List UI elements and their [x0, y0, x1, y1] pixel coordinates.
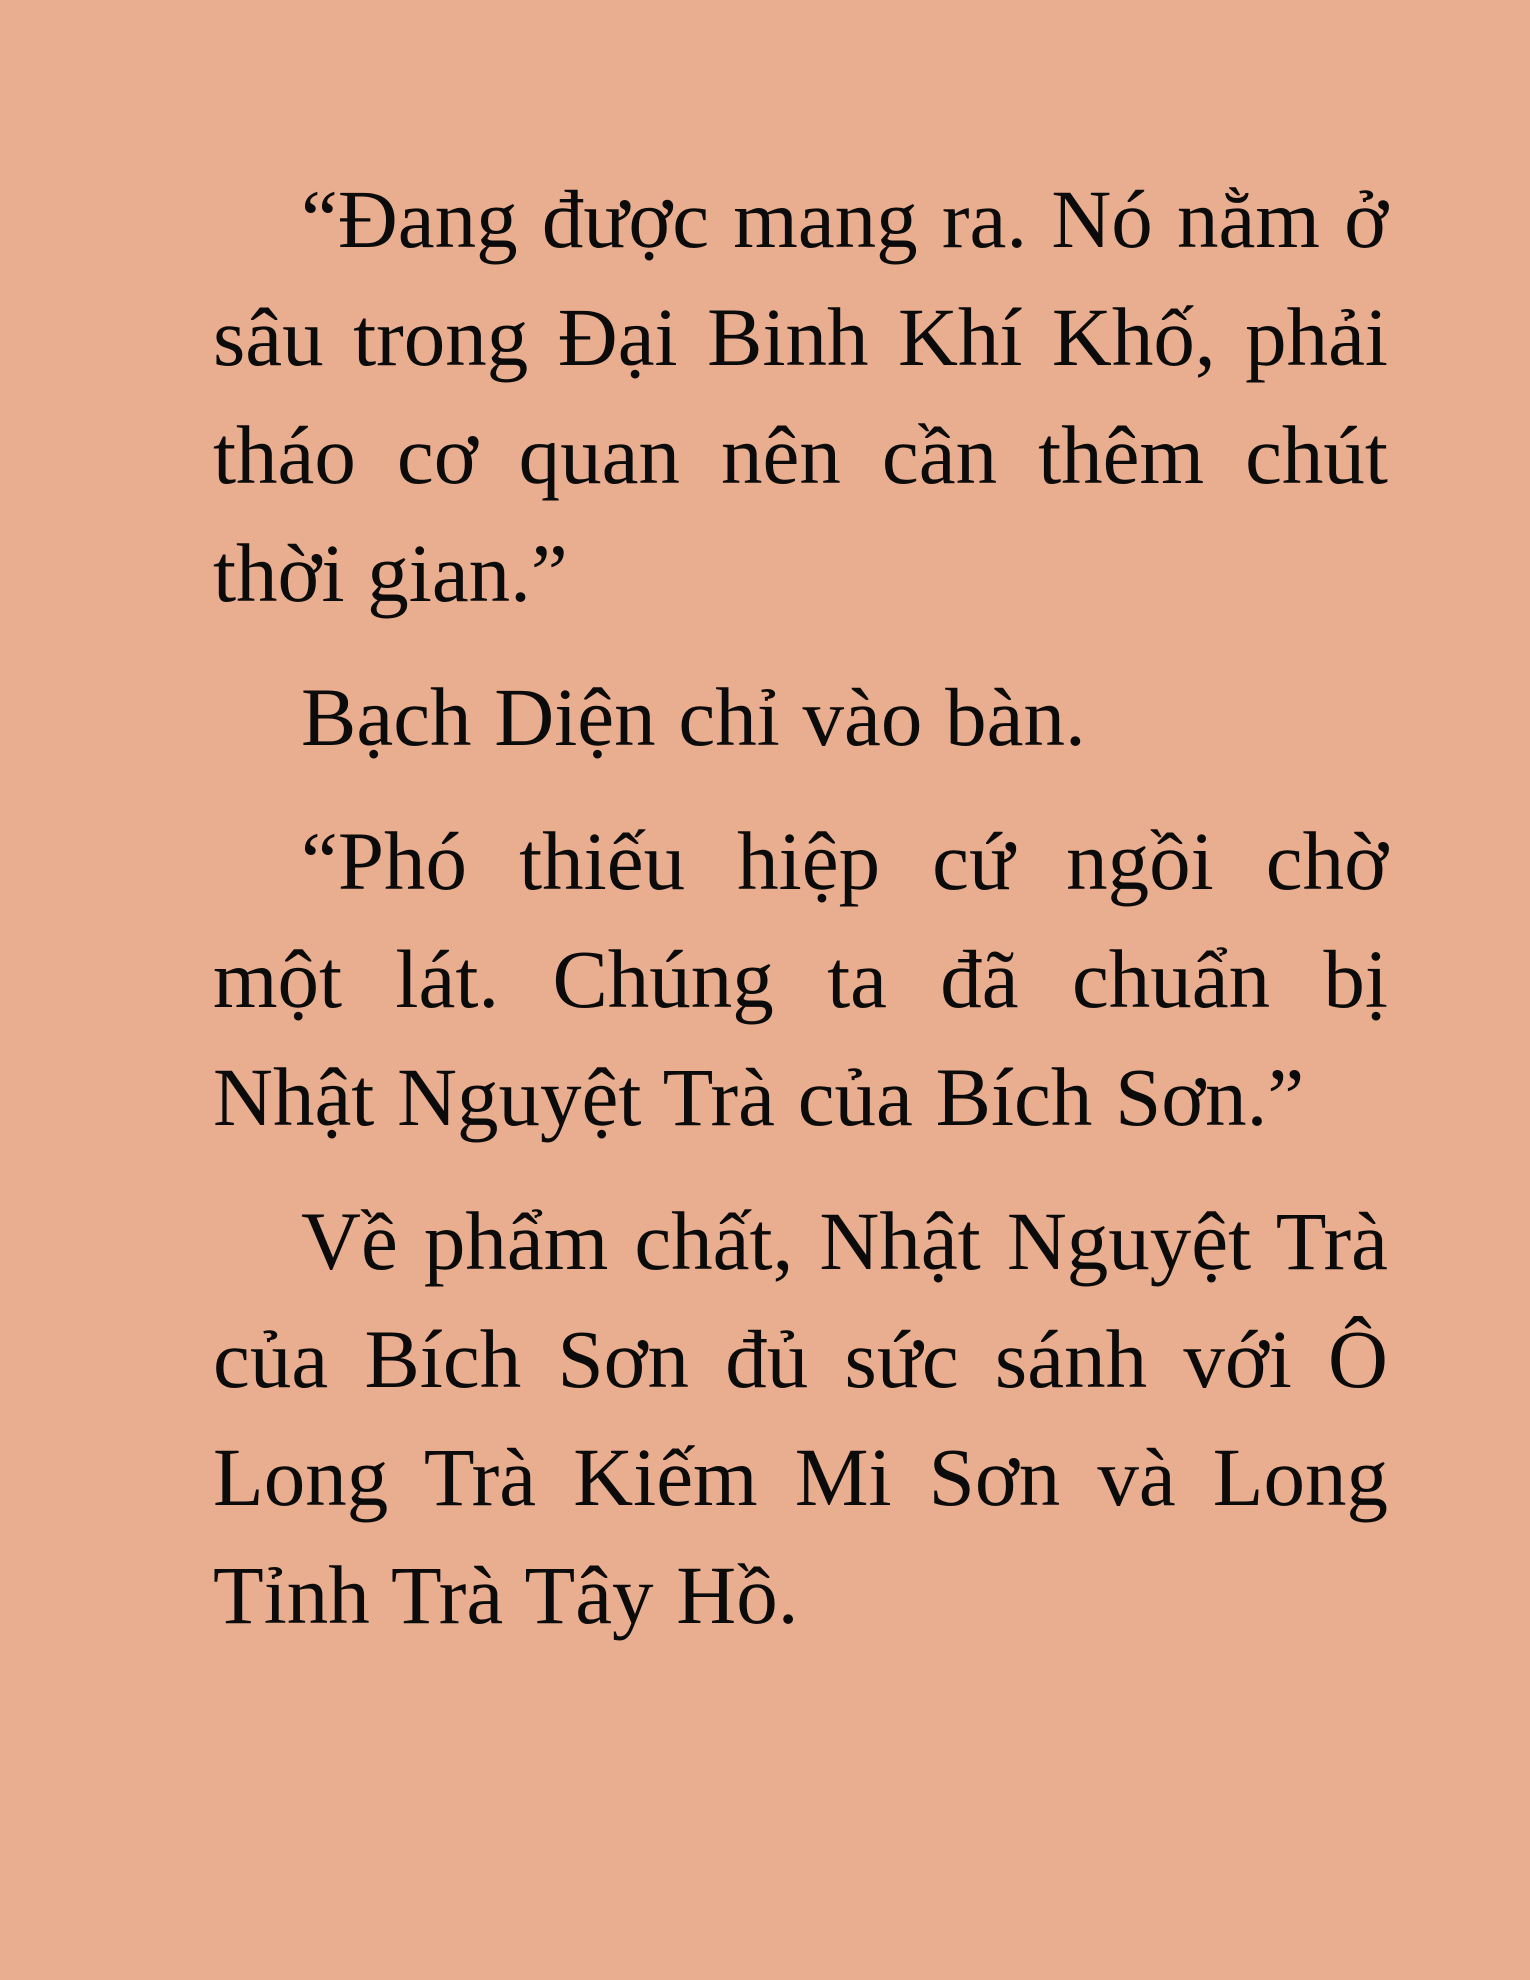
paragraph-narration-tea-quality: Về phẩm chất, Nhật Nguyệt Trà của Bích Sơn đủ sức sánh với Ô Long Trà Kiếm Mi Sơn và Long Tỉnh Trà Tây Hồ.: [213, 1195, 1388, 1641]
paragraph-dialogue-weapon: “Đang được mang ra. Nó nằm ở sâu trong Đại Binh Khí Khố, phải tháo cơ quan nên cần thêm chút thời gian.”: [213, 173, 1388, 619]
text-column: [213, 160, 1388, 1654]
paragraph-narration-table: Bạch Diện chỉ vào bàn.: [301, 671, 1086, 763]
paragraph-dialogue-tea: “Phó thiếu hiệp cứ ngồi chờ một lát. Chúng ta đã chuẩn bị Nhật Nguyệt Trà của Bích Sơn.”: [213, 815, 1388, 1143]
